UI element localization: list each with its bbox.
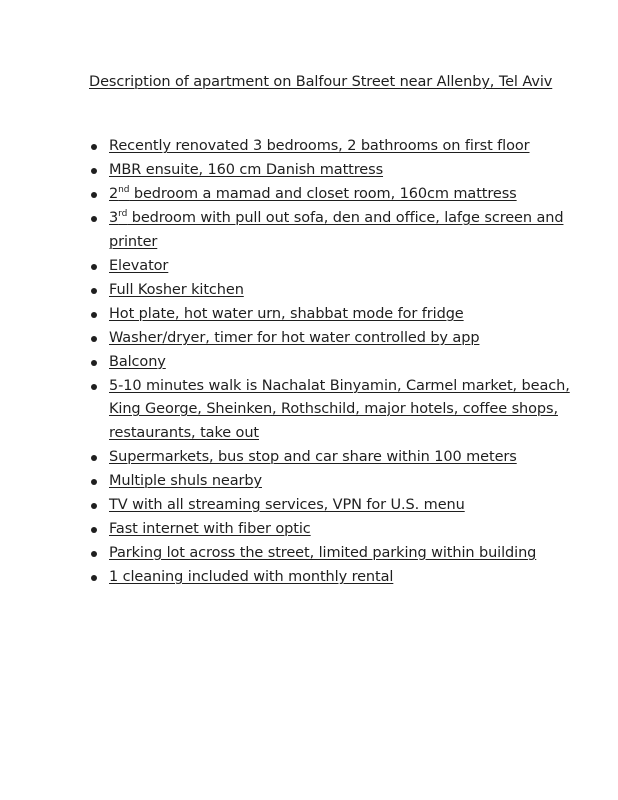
- list-item-body: bedroom with pull out sofa, den and office, lafge screen and printer: [109, 210, 564, 250]
- list-item: [109, 375, 579, 446]
- list-item: [109, 494, 579, 518]
- list-item: [109, 566, 579, 590]
- list-item: [109, 207, 579, 254]
- list-item-text: MBR ensuite, 160 cm Danish mattress: [109, 162, 384, 178]
- list-item-text: TV with all streaming services, VPN for U.S. menu: [109, 496, 465, 513]
- list-item-text: Washer/dryer, timer for hot water controlled by app: [109, 329, 480, 346]
- list-item: [109, 279, 579, 303]
- list-item-body: bedroom a mamad and closet room, 160cm mattress: [129, 186, 517, 202]
- list-item-text: Full Kosher kitchen: [109, 281, 244, 298]
- list-item-text: Fast internet with fiber optic: [109, 520, 311, 537]
- list-item: [109, 303, 579, 327]
- list-item-text: Supermarkets, bus stop and car share within 100 meters: [109, 448, 517, 465]
- list-item: [109, 470, 579, 494]
- list-item: [109, 327, 579, 351]
- list-item: [109, 159, 579, 183]
- ordinal-suffix: rd: [118, 209, 128, 219]
- list-item-text: [109, 186, 517, 202]
- list-item-text: Multiple shuls nearby: [109, 472, 262, 489]
- list-item-text: Balcony: [109, 353, 166, 370]
- list-item: [109, 542, 579, 566]
- ordinal-number: 3: [109, 210, 119, 226]
- list-item: [109, 183, 579, 207]
- ordinal-suffix: nd: [118, 185, 130, 195]
- list-item: [109, 446, 579, 470]
- list-item-text: Hot plate, hot water urn, shabbat mode for fridge: [109, 305, 464, 322]
- list-item: [109, 351, 579, 375]
- document-title: Description of apartment on Balfour Street near Allenby, Tel Aviv: [89, 74, 553, 90]
- list-item-text: 5-10 minutes walk is Nachalat Binyamin, Carmel market, beach, King George, Sheinken, Rothschild, major hotels, coffee shops, restaurants, take out: [109, 377, 570, 441]
- list-item-text: Elevator: [109, 257, 169, 274]
- list-item-text: Recently renovated 3 bedrooms, 2 bathrooms on first floor: [109, 138, 530, 154]
- list-item-text: 1 cleaning included with monthly rental: [109, 568, 394, 585]
- list-item: [109, 255, 579, 279]
- feature-list: [109, 135, 579, 590]
- list-item-text: Parking lot across the street, limited parking within building: [109, 544, 537, 561]
- list-item: [109, 135, 579, 159]
- ordinal-number: 2: [109, 186, 119, 202]
- list-item-text: [109, 210, 563, 250]
- list-item: [109, 518, 579, 542]
